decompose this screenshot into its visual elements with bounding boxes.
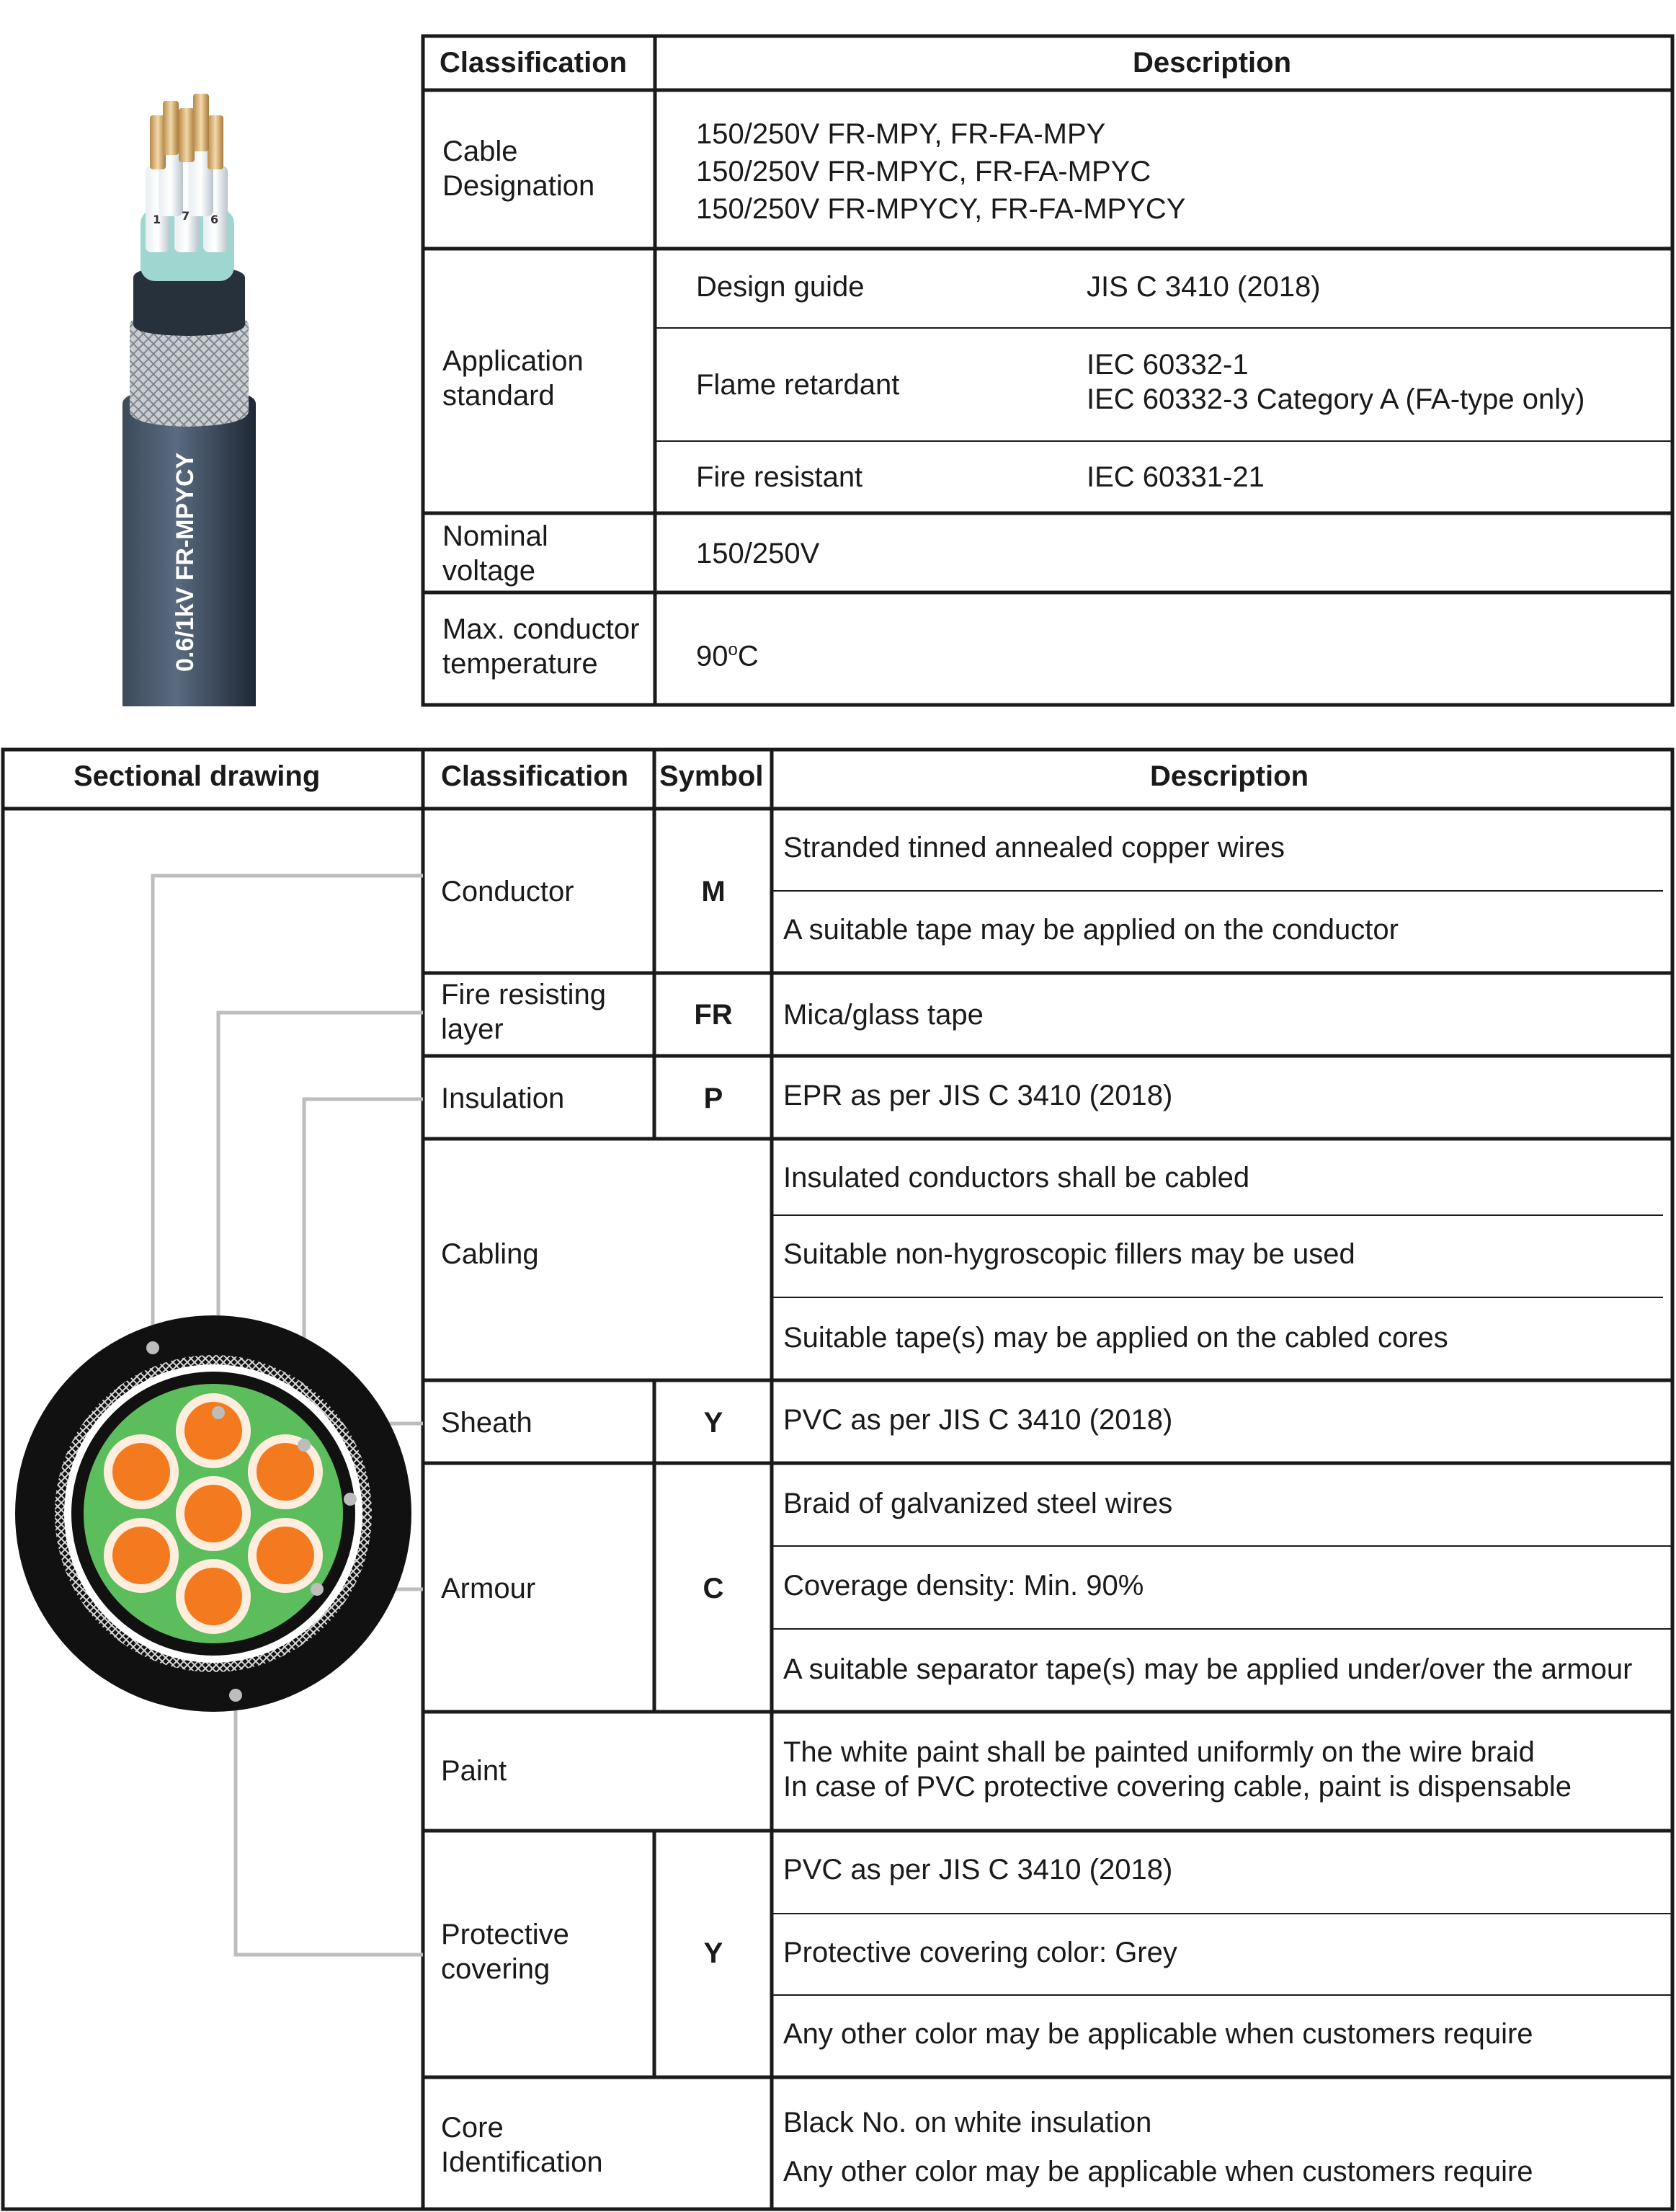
label-cable-designation: Cable Designation — [442, 136, 595, 202]
row-desc-protective-1: PVC as per JIS C 3410 (2018) — [783, 1854, 1173, 1885]
row-desc-cabling-2: Suitable non-hygroscopic fillers may be used — [783, 1238, 1355, 1270]
std-design-guide-value: JIS C 3410 (2018) — [1087, 271, 1321, 303]
conductor-bottom — [176, 1559, 251, 1634]
conductors — [104, 1393, 323, 1634]
armour-braid-ring — [55, 1355, 372, 1672]
conductor-upper-right — [248, 1434, 323, 1509]
row-desc-armour-3: A suitable separator tape(s) may be applied under/over the armour — [783, 1653, 1633, 1685]
std-flame-retardant-value: IEC 60332-1 IEC 60332-3 Category A (FA-type only) — [1087, 349, 1585, 415]
protective-covering-ring — [15, 1315, 411, 1712]
row-desc-sheath: PVC as per JIS C 3410 (2018) — [783, 1404, 1173, 1436]
std-design-guide-name: Design guide — [696, 271, 865, 303]
row-symbol-armour: C — [703, 1573, 724, 1604]
svg-text:1: 1 — [153, 213, 161, 226]
row-desc-conductor-1: Stranded tinned annealed copper wires — [783, 832, 1285, 863]
std-flame-retardant-name: Flame retardant — [696, 369, 900, 401]
sheath-ring — [71, 1372, 355, 1656]
conductor-top — [176, 1393, 251, 1468]
label-application-standard: Application standard — [442, 345, 584, 412]
conductor-lower-left — [104, 1518, 179, 1593]
row-label-core-identification: Core Identification — [441, 2112, 603, 2178]
row-symbol-fire-resisting: FR — [694, 999, 733, 1031]
row-label-armour: Armour — [441, 1573, 536, 1604]
row-label-paint: Paint — [441, 1755, 507, 1787]
row-desc-insulation: EPR as per JIS C 3410 (2018) — [783, 1080, 1173, 1111]
row-desc-conductor-2: A suitable tape may be applied on the conductor — [783, 914, 1399, 946]
nominal-voltage-value: 150/250V — [696, 538, 820, 569]
row-label-fire-resisting: Fire resisting layer — [441, 979, 606, 1045]
row-label-protective-covering: Protective covering — [441, 1919, 569, 1985]
row-desc-armour-1: Braid of galvanized steel wires — [783, 1488, 1173, 1519]
row-symbol-protective-covering: Y — [703, 1937, 723, 1969]
svg-text:7: 7 — [182, 209, 190, 223]
white-paint-ring — [64, 1364, 362, 1663]
row-desc-protective-2: Protective covering color: Grey — [783, 1937, 1177, 1968]
bottom-header-drawing: Sectional drawing — [73, 760, 321, 792]
row-label-sheath: Sheath — [441, 1407, 532, 1439]
row-symbol-insulation: P — [703, 1083, 723, 1114]
svg-text:6: 6 — [210, 213, 219, 226]
top-header-description: Description — [1133, 47, 1292, 79]
std-fire-resistant-name: Fire resistant — [696, 461, 863, 493]
conductor-center — [176, 1476, 251, 1551]
cable-marking: 0.6/1kV FR-MPYCY — [171, 452, 199, 672]
bottom-header-symbol: Symbol — [659, 760, 764, 792]
conductor-lower-right — [248, 1518, 323, 1593]
bottom-header-classification: Classification — [441, 760, 629, 792]
cable-photo — [108, 86, 274, 706]
row-desc-protective-3: Any other color may be applicable when customers require — [783, 2018, 1533, 2050]
std-fire-resistant-value: IEC 60331-21 — [1087, 461, 1265, 493]
row-symbol-sheath: Y — [703, 1407, 723, 1439]
top-header-classification: Classification — [440, 47, 628, 79]
label-max-temp: Max. conductor temperature — [442, 613, 640, 680]
filler-core — [84, 1384, 343, 1643]
row-desc-paint: The white paint shall be painted uniformly on the wire braid In case of PVC protective covering cable, paint is dispensable — [783, 1736, 1572, 1803]
row-label-cabling: Cabling — [441, 1238, 539, 1270]
row-symbol-conductor: M — [701, 876, 726, 907]
cable-designation-list: 150/250V FR-MPY, FR-FA-MPY 150/250V FR-MPYC, FR-FA-MPYC 150/250V FR-MPYCY, FR-FA-MPYCY — [696, 118, 1186, 225]
leader-lines — [153, 876, 423, 1955]
row-desc-fire-resisting: Mica/glass tape — [783, 999, 984, 1031]
row-desc-armour-2: Coverage density: Min. 90% — [783, 1570, 1144, 1602]
row-desc-cabling-1: Insulated conductors shall be cabled — [783, 1162, 1250, 1194]
row-label-conductor: Conductor — [441, 876, 574, 907]
conductor-upper-left — [104, 1434, 179, 1509]
row-desc-core-identification: Black No. on white insulation Any other color may be applicable when customers require — [783, 2107, 1533, 2187]
bottom-header-description: Description — [1150, 760, 1309, 792]
row-label-insulation: Insulation — [441, 1083, 565, 1114]
label-nominal-voltage: Nominal voltage — [442, 520, 548, 587]
row-desc-cabling-3: Suitable tape(s) may be applied on the cabled cores — [783, 1322, 1448, 1354]
max-temp-value: 90$^o$C — [696, 640, 759, 672]
